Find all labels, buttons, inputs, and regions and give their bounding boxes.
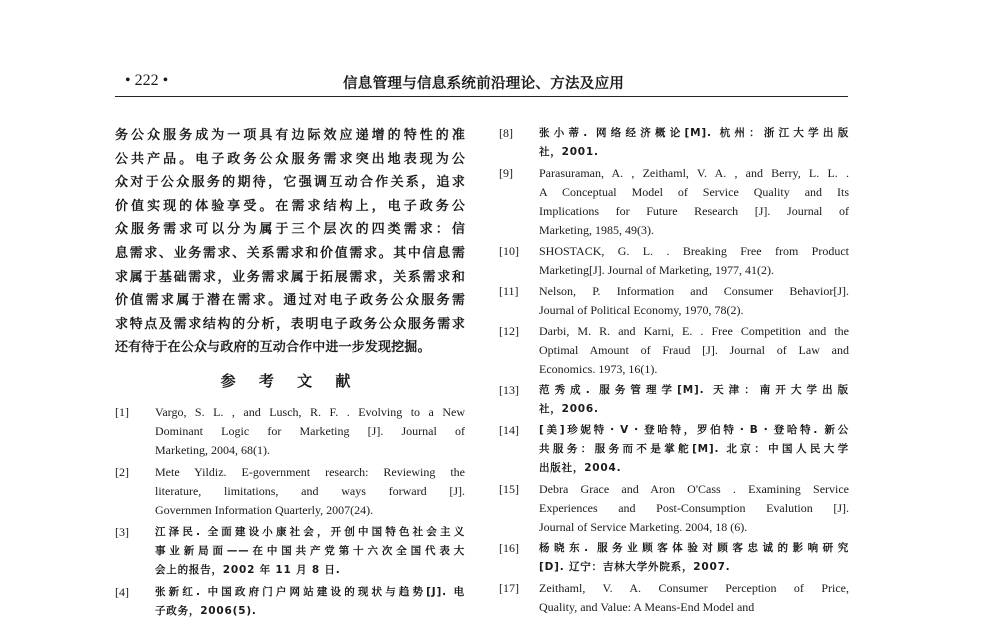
reference-text-line: Mete Yildiz. E-government research: Reviewing the: [155, 464, 465, 479]
reference-text-line: Economics. 1973, 16(1).: [539, 362, 658, 376]
reference-number: [15]: [499, 482, 519, 496]
reference-number: [11]: [499, 284, 519, 298]
reference-item: [499, 381, 849, 419]
reference-item: [499, 579, 849, 617]
reference-item: [499, 421, 849, 478]
reference-number: [9]: [499, 166, 513, 180]
reference-text-line: 江泽民. 全面建设小康社会，开创中国特色社会主义: [155, 525, 465, 538]
reference-item: [499, 124, 849, 162]
reference-number: [3]: [115, 524, 129, 539]
reference-text-line: Implications for Future Research [J]. Journal of: [539, 204, 849, 218]
reference-text-line: Nelson, P. Information and Consumer Behavior[J].: [539, 284, 849, 298]
reference-text-line: literature, limitations, and ways forward [J].: [155, 483, 465, 498]
body-line: 价值需求属于潜在需求。通过对电子政务公众服务需: [115, 293, 465, 309]
page-header: [115, 70, 848, 97]
body-line: 求特点及需求结构的分析，表明电子政务公众服务需求: [115, 316, 465, 332]
page-number: • 222 •: [125, 72, 169, 89]
reference-text-line: [D]. 辽宁：吉林大学外院系，2007.: [539, 561, 731, 573]
reference-text-line: Marketing[J]. Journal of Marketing, 1977, 41(2).: [539, 263, 774, 277]
reference-text-line: Marketing, 1985, 49(3).: [539, 223, 654, 237]
body-line: 求属于基础需求，业务需求属于拓展需求，关系需求和: [115, 269, 465, 285]
reference-item: [115, 403, 465, 460]
reference-number: [1]: [115, 404, 129, 419]
reference-text-line: 社，2006.: [539, 403, 599, 415]
right-column: [499, 124, 849, 619]
reference-number: [14]: [499, 423, 519, 437]
reference-item: [499, 539, 849, 577]
reference-number: [16]: [499, 541, 519, 555]
left-column: [115, 124, 465, 624]
reference-item: [115, 463, 465, 520]
running-title: 信息管理与信息系统前沿理论、方法及应用: [343, 76, 625, 92]
reference-text-line: 杨晓东. 服务业顾客体验对顾客忠诚的影响研究: [539, 542, 849, 554]
reference-number: [13]: [499, 383, 519, 397]
reference-text-line: Governmen Information Quarterly, 2007(24).: [155, 502, 374, 517]
body-line: 务公众服务成为一项具有边际效应递增的特性的准: [115, 128, 465, 143]
reference-text-line: Experiences and Post-Consumption Evalution [J].: [539, 501, 849, 515]
reference-text-line: 社，2001.: [539, 146, 599, 158]
reference-item: [499, 480, 849, 537]
reference-text-line: Vargo, S. L. , and Lusch, R. F. . Evolving to a New: [155, 404, 465, 419]
reference-text-line: Quality, and Value: A Means-End Model and: [539, 600, 755, 614]
reference-text-line: 事业新局面——在中国共产党第十六次全国代表大: [155, 544, 465, 557]
reference-item: [499, 242, 849, 280]
body-line: 息需求、业务需求、关系需求和价值需求。其中信息需: [115, 245, 465, 261]
reference-number: [17]: [499, 581, 519, 595]
reference-text-line: Zeithaml, V. A. Consumer Perception of Price,: [539, 581, 849, 595]
reference-item: [115, 583, 465, 621]
reference-text-line: 会上的报告，2002 年 11 月 8 日.: [155, 563, 341, 576]
body-line: 众服务需求可以分为属于三个层次的四类需求：信: [115, 222, 465, 238]
body-text: [115, 124, 465, 360]
references-list-right: [499, 124, 849, 617]
reference-item: [499, 282, 849, 320]
body-line: 价值实现的体验享受。在需求结构上，电子政务公: [115, 198, 465, 214]
reference-text-line: Dominant Logic for Marketing [J]. Journal of: [155, 423, 465, 438]
references-list-left: [115, 403, 465, 621]
reference-text-line: 张新红. 中国政府门户网站建设的现状与趋势[J]. 电: [155, 585, 465, 598]
reference-text-line: 张小蒂. 网络经济概论[M]. 杭州：浙江大学出版: [539, 127, 849, 139]
reference-text-line: Journal of Service Marketing. 2004, 18 (6).: [539, 520, 748, 534]
reference-text-line: 范秀成. 服务管理学[M]. 天津：南开大学出版: [539, 384, 849, 396]
reference-number: [12]: [499, 324, 519, 338]
reference-item: [499, 322, 849, 379]
reference-text-line: Optimal Amount of Fraud [J]. Journal of Law and: [539, 343, 849, 357]
reference-text-line: 共服务：服务而不是掌舵[M]. 北京：中国人民大学: [539, 443, 849, 455]
reference-item: [499, 164, 849, 240]
reference-number: [4]: [115, 584, 129, 599]
reference-number: [8]: [499, 126, 513, 140]
reference-text-line: [美]珍妮特・V・登哈特，罗伯特・B・登哈特. 新公: [539, 424, 849, 436]
body-line: 公共产品。电子政务公众服务需求突出地表现为公: [115, 151, 465, 167]
body-line: 众对于公众服务的期待，它强调互动合作关系，追求: [115, 175, 465, 191]
reference-number: [10]: [499, 244, 519, 258]
references-heading: 参 考 文 献: [220, 371, 360, 390]
reference-number: [2]: [115, 464, 129, 479]
reference-text-line: 出版社，2004.: [539, 462, 622, 474]
reference-text-line: Marketing, 2004, 68(1).: [155, 442, 270, 457]
reference-text-line: SHOSTACK, G. L. . Breaking Free from Product: [539, 244, 849, 258]
reference-text-line: A Conceptual Model of Service Quality and Its: [539, 185, 849, 199]
reference-text-line: Debra Grace and Aron O'Cass . Examining Service: [539, 482, 849, 496]
reference-text-line: 子政务，2006(5).: [155, 604, 257, 617]
reference-text-line: Parasuraman, A. , Zeithaml, V. A. , and Berry, L. L. .: [539, 166, 849, 180]
reference-text-line: Journal of Political Economy, 1970, 78(2).: [539, 303, 744, 317]
reference-text-line: Darbi, M. R. and Karni, E. . Free Competition and the: [539, 324, 849, 338]
reference-item: [115, 523, 465, 580]
body-line: 还有待于在公众与政府的互动合作中进一步发现挖掘。: [115, 340, 431, 356]
